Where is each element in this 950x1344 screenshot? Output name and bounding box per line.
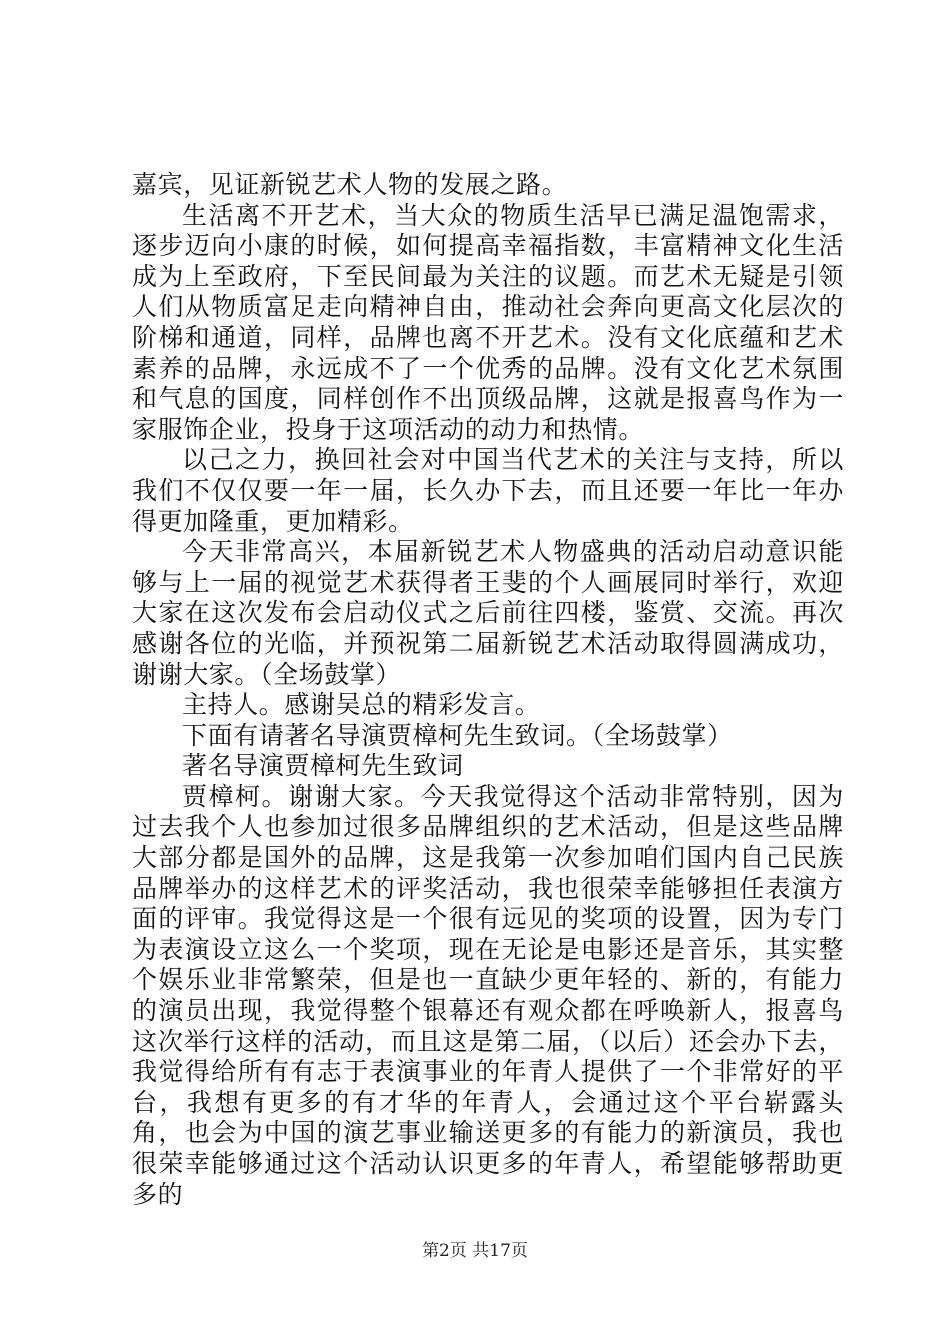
paragraph: 嘉宾，见证新锐艺术人物的发展之路。 [132, 170, 568, 199]
page-number-footer: 第2页 共17页 [422, 1241, 528, 1261]
paragraph: 主持人。感谢吴总的精彩发言。 [182, 690, 541, 720]
document-body [132, 170, 844, 1210]
paragraph: 以己之力，换回社会对中国当代艺术的关注与支持，所以我们不仅仅要一年一届，长久办下去，而且还要一年比一年办得更加隆重，更加精彩。 [132, 445, 844, 536]
paragraph-heading: 著名导演贾樟柯先生致词 [182, 751, 464, 781]
paragraph: 生活离不开艺术，当大众的物质生活早已满足温饱需求，逐步迈向小康的时候，如何提高幸福指数，丰富精神文化生活成为上至政府，下至民间最为关注的议题。而艺术无疑是引领人们从物质富足走向精神自由，推动社会奔向更高文化层次的阶梯和通道，同样，品牌也离不开艺术。没有文化底蕴和艺术素养的品牌，永远成不了一个优秀的品牌。没有文化艺术氛围和气息的国度，同样创作不出顶级品牌，这就是报喜鸟作为一家服饰企业，投身于这项活动的动力和热情。 [132, 200, 844, 444]
paragraph: 贾樟柯。谢谢大家。今天我觉得这个活动非常特别，因为过去我个人也参加过很多品牌组织的艺术活动，但是这些品牌大部分都是国外的品牌，这是我第一次参加咱们国内自己民族品牌举办的这样艺术的评奖活动，我也很荣幸能够担任表演方面的评审。我觉得这是一个很有远见的奖项的设置，因为专门为表演设立这么一个奖项，现在无论是电影还是音乐，其实整个娱乐业非常繁荣，但是也一直缺少更年轻的、新的，有能力的演员出现，我觉得整个银幕还有观众都在呼唤新人，报喜鸟这次举行这样的活动，而且这是第二届，（以后）还会办下去，我觉得给所有有志于表演事业的年青人提供了一个非常好的平台，我想有更多的有才华的年青人，会通过这个平台崭露头角，也会为中国的演艺事业输送更多的有能力的新演员，我也很荣幸能够通过这个活动认识更多的年青人，希望能够帮助更多的 [132, 781, 844, 1209]
paragraph: 下面有请著名导演贾樟柯先生致词。（全场鼓掌） [182, 720, 733, 750]
paragraph: 今天非常高兴，本届新锐艺术人物盛典的活动启动意识能够与上一届的视觉艺术获得者王斐的个人画展同时举行，欢迎大家在这次发布会启动仪式之后前往四楼，鉴赏、交流。再次感谢各位的光临，并预祝第二届新锐艺术活动取得圆满成功，谢谢大家。（全场鼓掌） [132, 537, 844, 689]
